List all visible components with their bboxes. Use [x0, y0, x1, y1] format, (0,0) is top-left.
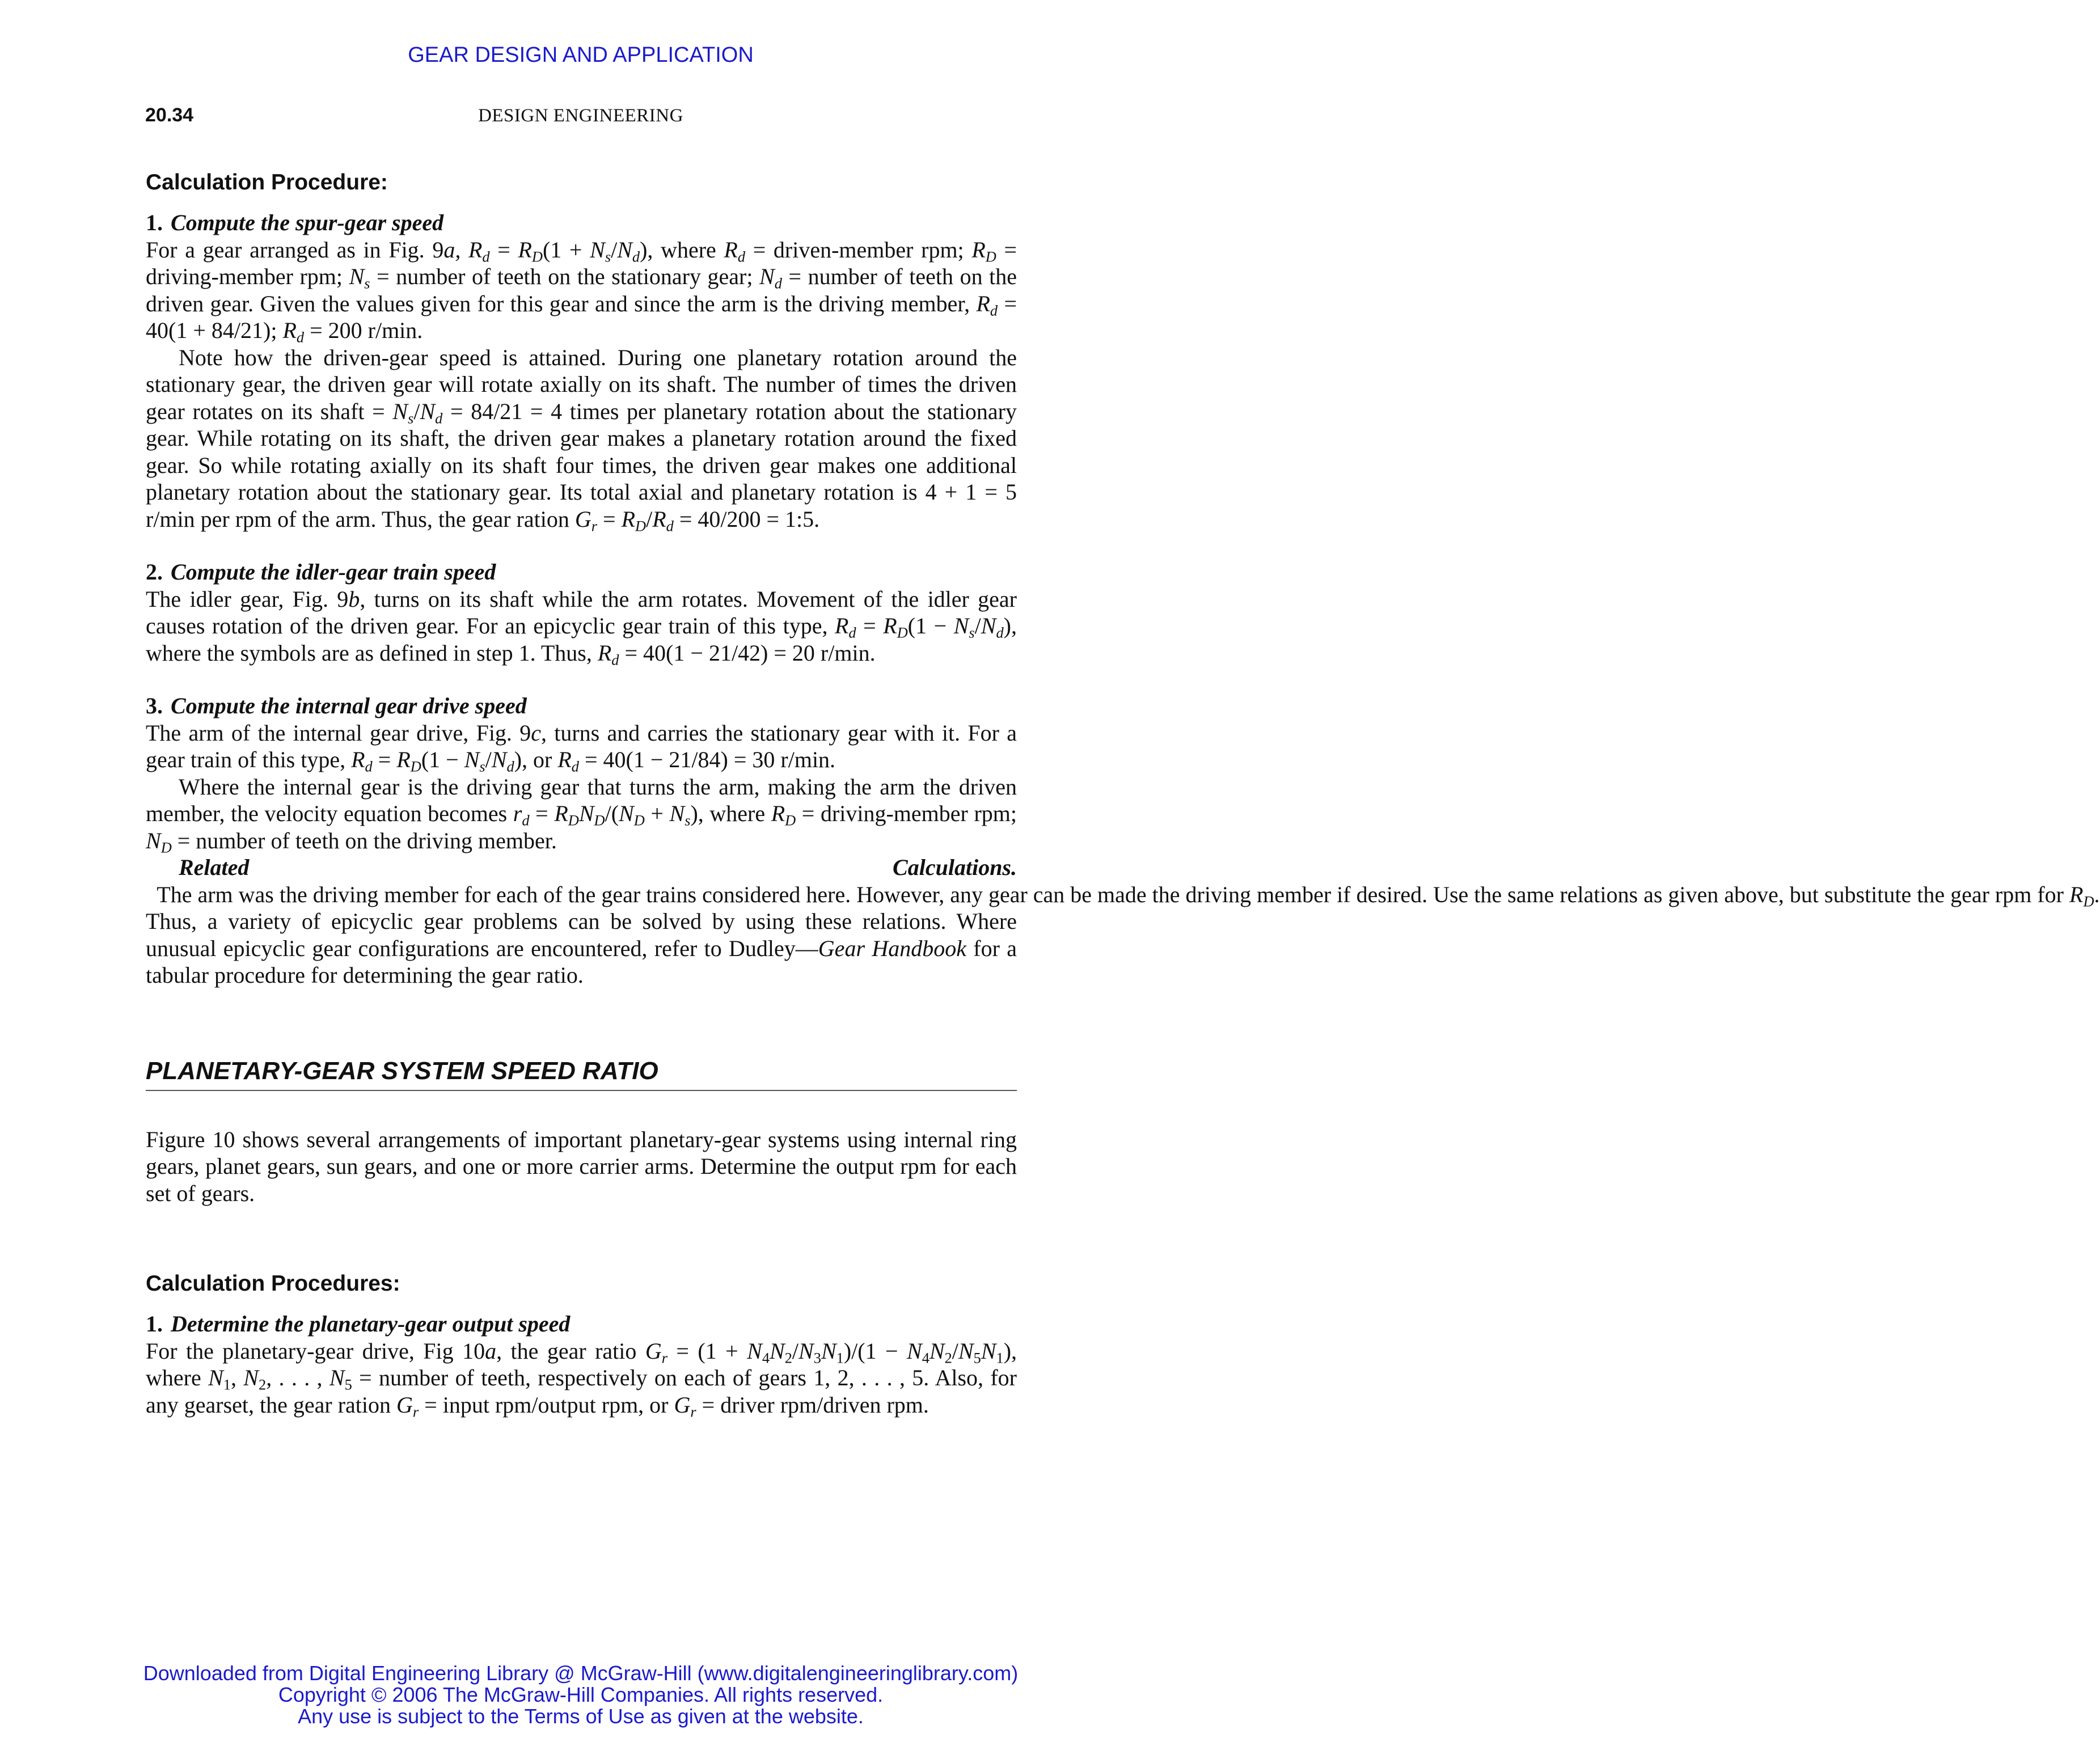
step-2-paragraph: The idler gear, Fig. 9b, turns on its shaft while the arm rotates. Movement of the idler gear causes rotation of the driven gear. For an epicyclic gear train of this type, $R_d = R_D(1 - N_s/N_d)$, where the symbols are as defined in step 1. Thus, $R_d = 40(1 - 21/42) = 20$ r/min. [146, 586, 1017, 668]
step-title: Compute the internal gear drive speed [171, 693, 527, 718]
book-title: Gear Handbook [818, 935, 966, 961]
step-number: 1. [146, 210, 163, 235]
step-1-explanation: Note how the driven-gear speed is attained. During one planetary rotation around the stationary gear, the driven gear will rotate axially on its shaft. The number of times the driven gear rotates on its shaft = $N_s/N_d = 84/21 = 4$ times per planetary rotation about the stationary gear. While rotating on its shaft, the driven gear makes a planetary rotation around the fixed gear. So while rotating axially on its shaft four times, the driven gear makes one additional planetary rotation about the stationary gear. Its total axial and planetary rotation is 4 + 1 = 5 r/min per rpm of the arm. Thus, the gear ration $G_r = R_D/R_d = 40/200$ = 1:5. [146, 344, 1017, 534]
step-number: 1. [146, 1311, 163, 1337]
step-1-paragraph: For a gear arranged as in Fig. 9a, $R_d = R_D(1 + N_s/N_d)$, where $R_d$ = driven-member rpm; $R_D$ = driving-member rpm; $N_s$ = number of teeth on the stationary gear; $N_d$ = number of teeth on the driven gear. Given the values given for this gear and since the arm is the driving member, $R_d = 40(1 + 84/21)$; $R_d = 200$ r/min. [146, 236, 1017, 346]
copyright-footer [0, 1663, 1161, 1727]
source-banner: GEAR DESIGN AND APPLICATION [408, 43, 754, 67]
section-title: PLANETARY-GEAR SYSTEM SPEED RATIO [146, 1056, 1017, 1091]
calculation-heading: Calculation Procedure: [146, 170, 388, 195]
step-3-heading [146, 692, 1017, 720]
step-3-paragraph: The arm of the internal gear drive, Fig. 9c, turns and carries the stationary gear with it. For a gear train of this type, $R_d = R_D(1 - N_s/N_d)$, or $R_d = 40(1 - 21/84) = 30$ r/min. [146, 720, 1017, 775]
section-intro: Figure 10 shows several arrangements of important planetary-gear systems using internal ring gears, planet gears, sun gears, and one or more carrier arms. Determine the output rpm for each set of gears. [146, 1126, 1017, 1206]
planetary-step-1-heading [146, 1310, 1017, 1338]
step-1-heading [146, 209, 1017, 236]
step-title: Compute the spur-gear speed [171, 210, 444, 235]
page-number: 20.34 [145, 104, 194, 126]
related-calculations-paragraph: Related Calculations. The arm was the driving member for each of the gear trains considered here. However, any gear can be made the driving member if desired. Use the same relations as given above, but substitute the gear rpm for $R_D$. Thus, a variety of epicyclic gear problems can be solved by using these relations. Where unusual epicyclic gear configurations are encountered, refer to Dudley—Gear Handbook for a tabular procedure for determining the gear ratio. [146, 855, 2100, 988]
step-title: Compute the idler-gear train speed [171, 559, 496, 585]
step-title: Determine the planetary-gear output speed [171, 1311, 571, 1337]
step-number: 2. [146, 559, 163, 585]
calculation-heading-2: Calculation Procedures: [146, 1271, 400, 1296]
footer-terms-line[interactable]: Any use is subject to the Terms of Use as given at the website. [298, 1705, 864, 1728]
footer-download-line[interactable]: Downloaded from Digital Engineering Library @ McGraw-Hill (www.digitalengineeringlibrary.com) [143, 1661, 1019, 1685]
planetary-step-1-paragraph: For the planetary-gear drive, Fig 10a, the gear ratio $G_r = (1 + N_4N_2/N_3N_1)/(1 - N_4N_2/N_5N_1)$, where $N_1$, $N_2$, . . . , $N_5$ = number of teeth, respectively on each of gears 1, 2, . . . , 5. Also, for any gearset, the gear ration $G_r$ = input rpm/output rpm, or $G_r$ = driver rpm/driven rpm. [146, 1338, 1017, 1420]
step-number: 3. [146, 693, 163, 718]
footer-copyright-line: Copyright © 2006 The McGraw-Hill Companies. All rights reserved. [278, 1683, 884, 1706]
running-head: DESIGN ENGINEERING [478, 105, 683, 126]
related-calculations-label: Related Calculations. [179, 855, 1017, 880]
page-body [146, 169, 2100, 1420]
step-2-heading [146, 559, 1017, 586]
step-3-internal-gear-note: Where the internal gear is the driving gear that turns the arm, making the arm the driven member, the velocity equation becomes $r_d = R_DN_D/(N_D + N_s)$, where $R_D$ = driving-member rpm; $N_D$ = number of teeth on the driving member. [146, 773, 1017, 856]
